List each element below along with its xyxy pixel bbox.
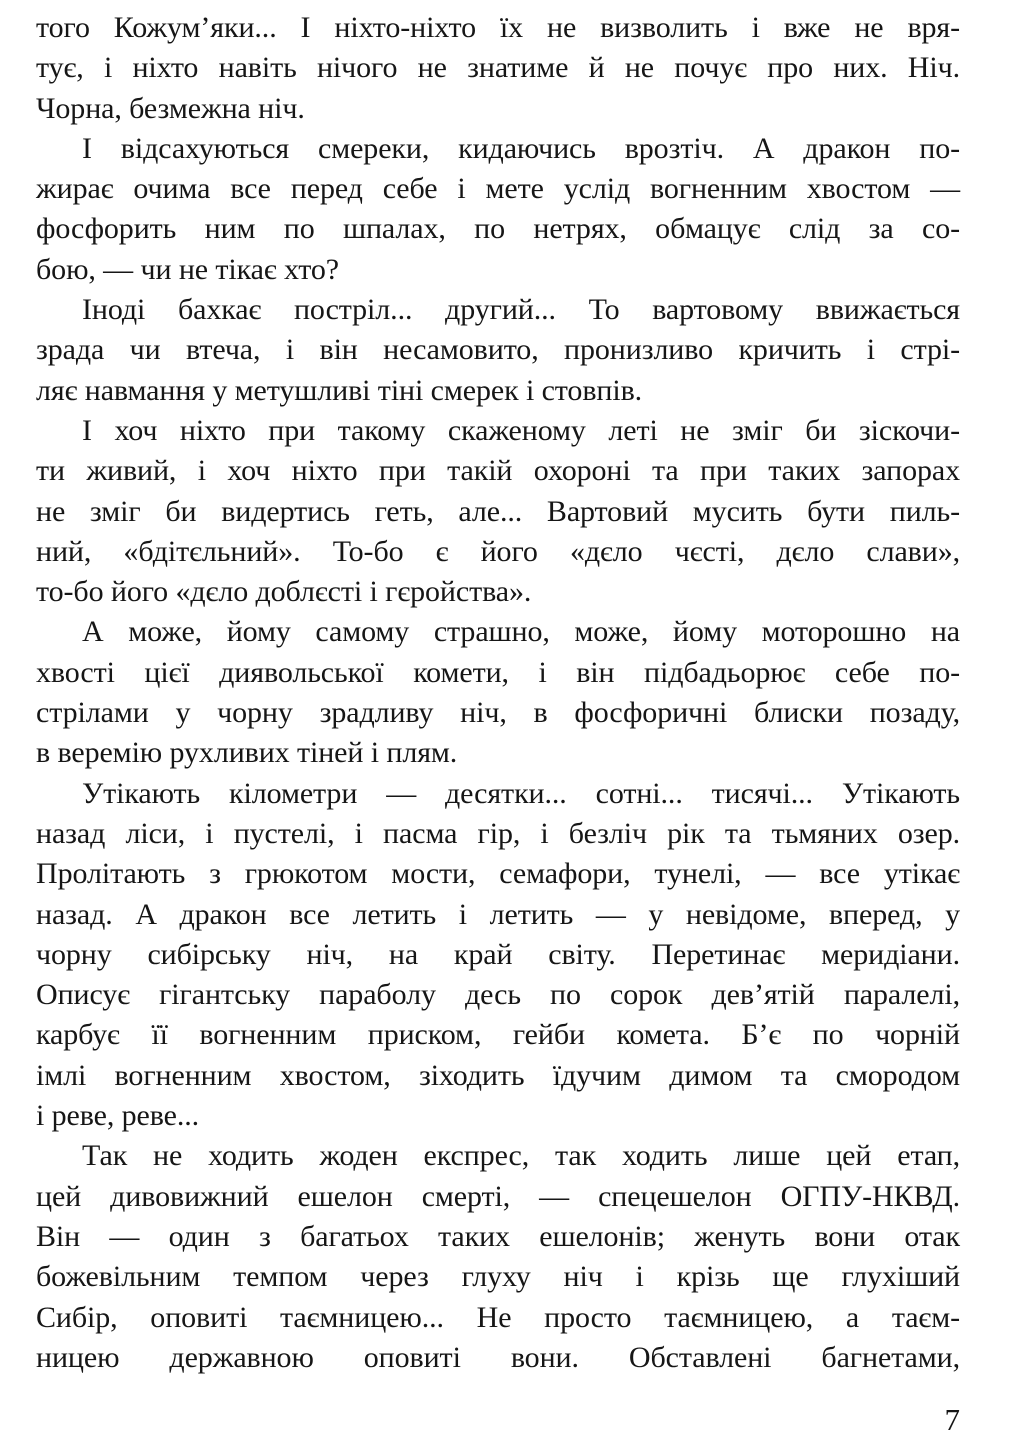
text-line: бою, — чи не тікає хто? (36, 252, 339, 286)
text-line: А може, йому самому страшно, може, йому моторошно на (82, 615, 960, 649)
text-line: фосфорить ним по шпалах, по нетрях, обмацує слід за со- (36, 212, 960, 246)
text-line: Сибір, оповиті таємницею... Не просто таємницею, а таєм- (36, 1300, 960, 1334)
text-line: стрілами у чорну зрадливу ніч, в фосфоричні блиски позаду, (36, 696, 960, 730)
text-line: карбує її вогненним приском, гейби комета. Б’є по чорній (36, 1018, 960, 1052)
text-line: Іноді бахкає постріл... другий... То вартовому ввижається (82, 293, 960, 327)
text-line: Він — один з багатьох таких ешелонів; женуть вони отак (36, 1219, 960, 1253)
text-line: того Кожум’яки... І ніхто-ніхто їх не визволить і вже не вря- (36, 11, 960, 44)
text-line: Чорна, безмежна ніч. (36, 91, 305, 125)
text-line: не зміг би видертись геть, але... Вартовий мусить бути пиль- (36, 494, 960, 528)
text-line: божевільним темпом через глуху ніч і крізь ще глухіший (36, 1260, 960, 1294)
text-line: ницею державною оповиті вони. Обставлені багнетами, (36, 1340, 960, 1374)
text-line: жирає очима все перед себе і мете услід вогненним хвостом — (36, 172, 960, 206)
text-line: і реве, реве... (36, 1099, 200, 1133)
page-number: 7 (944, 1402, 960, 1437)
text-line: назад. А дракон все летить і летить — у невідоме, вперед, у (36, 897, 960, 931)
text-line: Описує гігантську параболу десь по сорок дев’ятій паралелі, (36, 978, 960, 1012)
text-line: хвості цієї диявольської комети, і він підбадьорює себе по- (36, 655, 960, 689)
text-line: цей дивовижний ешелон смерті, — спецешелон ОГПУ-НКВД. (36, 1179, 960, 1213)
text-line: Пролітають з грюкотом мости, семафори, тунелі, — все утікає (36, 857, 960, 891)
text-line: Утікають кілометри — десятки... сотні... тисячі... Утікають (82, 776, 960, 810)
text-line: І відсахуються смереки, кидаючись врозтіч. А дракон по- (82, 131, 960, 165)
text-line: ляє навмання у метушливі тіні смерек і стовпів. (36, 373, 643, 407)
text-line: ти живий, і хоч ніхто при такій охороні та при таких запорах (36, 454, 960, 488)
text-line: І хоч ніхто при такому скаженому леті не зміг би зіскочи- (82, 413, 960, 447)
text-line: в веремію рухливих тіней і плям. (36, 736, 458, 770)
text-line: чорну сибірську ніч, на край світу. Перетинає меридіани. (36, 937, 960, 971)
text-line: імлі вогненним хвостом, зіходить їдучим димом та смородом (36, 1058, 960, 1092)
text-line: ний, «бдітєльний». То-бо є його «дєло чєсті, дєло слави», (36, 534, 960, 568)
text-line: тує, і ніхто навіть нічого не знатиме й не почує про них. Ніч. (36, 51, 960, 85)
text-line: Так не ходить жоден експрес, так ходить лише цей етап, (82, 1139, 960, 1173)
text-line: зрада чи втеча, і він несамовито, пронизливо кричить і стрі- (36, 333, 960, 367)
text-line: назад ліси, і пустелі, і пасма гір, і безліч рік та тьмяних озер. (36, 816, 960, 850)
book-page-text (36, 8, 960, 1378)
text-line: то-бо його «дєло доблєсті і гєройства». (36, 575, 532, 609)
